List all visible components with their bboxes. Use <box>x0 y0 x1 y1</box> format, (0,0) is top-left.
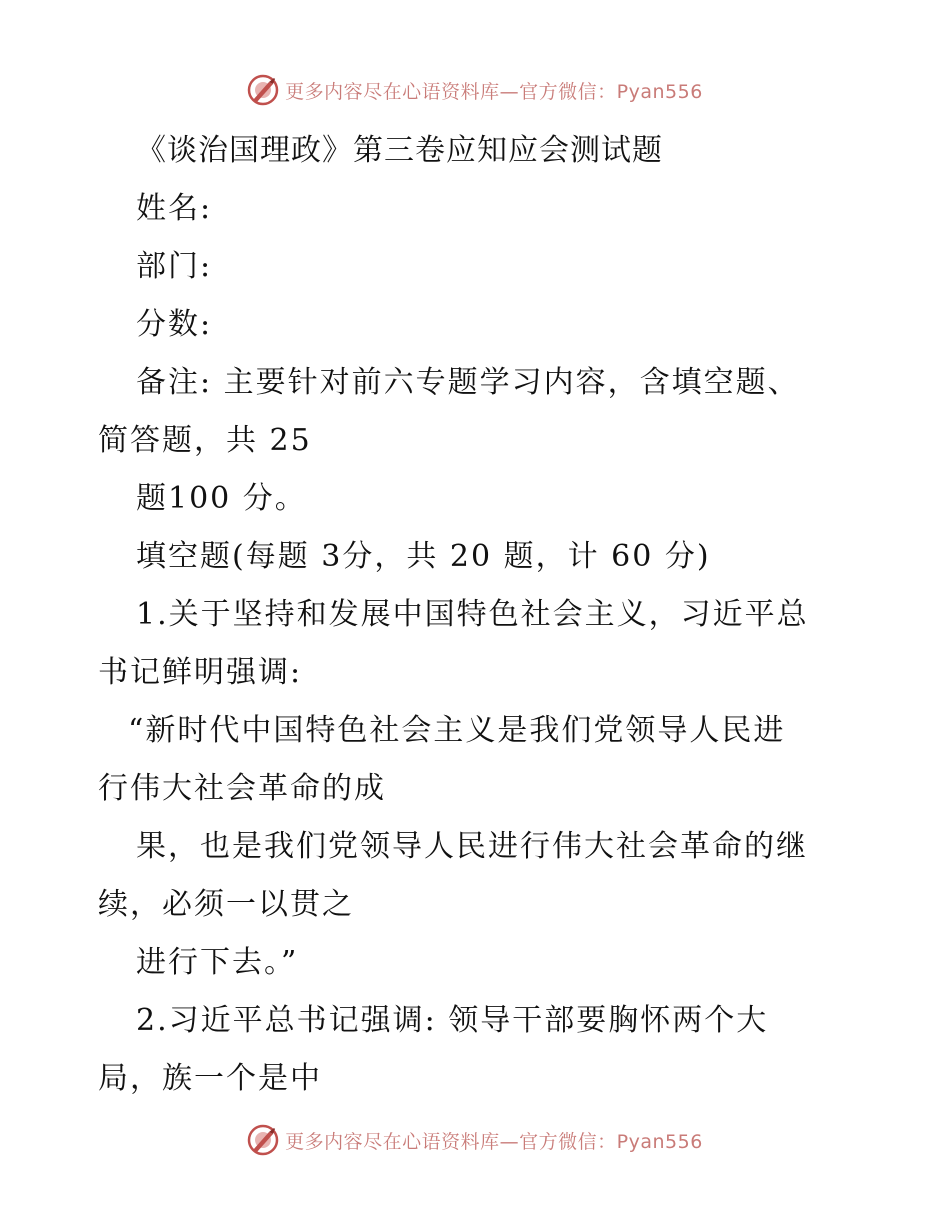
header-watermark-banner <box>0 70 950 110</box>
question-1-line: 果，也是我们党领导人民进行伟大社会革命的继 <box>136 829 808 864</box>
note-line: 简答题，共 25 <box>98 423 312 458</box>
note-line: 备注: 主要针对前六专题学习内容，含填空题、 <box>136 365 800 400</box>
question-2-line: 局，族一个是中 <box>98 1061 322 1096</box>
pen-logo-icon <box>247 1124 279 1156</box>
question-1-line: “新时代中国特色社会主义是我们党领导人民进 <box>128 713 786 748</box>
footer-watermark-banner <box>0 1120 950 1160</box>
question-1-line: 1.关于坚持和发展中国特色社会主义，习近平总 <box>136 597 809 632</box>
department-field-label: 部门: <box>136 249 213 284</box>
question-1-line: 续，必须一以贯之 <box>98 887 354 922</box>
note-line: 题100 分。 <box>136 481 307 516</box>
name-field-label: 姓名: <box>136 191 213 226</box>
section-heading: 填空题(每题 3分，共 20 题，计 60 分) <box>136 539 711 574</box>
pen-logo-icon <box>247 74 279 106</box>
header-watermark-text: 更多内容尽在心语资料库—官方微信：Pyan556 <box>285 80 703 103</box>
question-1-line: 进行下去。” <box>136 945 299 980</box>
document-body <box>98 122 858 1108</box>
question-1-line: 行伟大社会革命的成 <box>98 771 386 806</box>
document-title: 《谈治国理政》第三卷应知应会测试题 <box>136 133 663 168</box>
score-field-label: 分数: <box>136 307 213 342</box>
question-1-line: 书记鲜明强调: <box>98 655 303 690</box>
question-2-line: 2.习近平总书记强调: 领导干部要胸怀两个大 <box>136 1003 769 1038</box>
footer-watermark-text: 更多内容尽在心语资料库—官方微信：Pyan556 <box>285 1130 703 1153</box>
